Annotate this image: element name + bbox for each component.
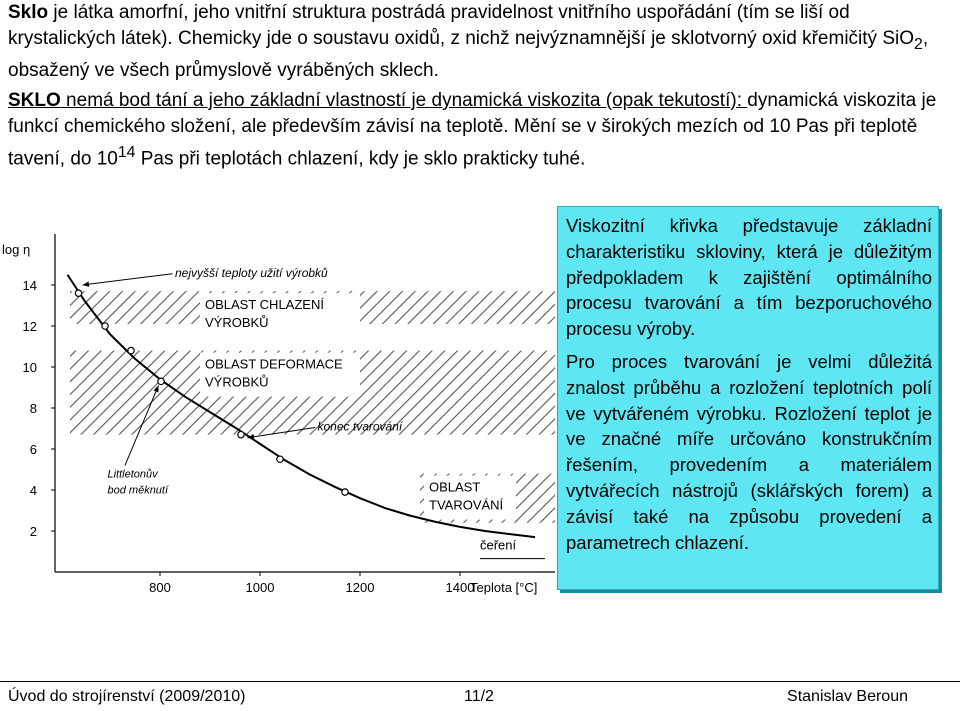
region-label-2: OBLAST DEFORMACE bbox=[205, 356, 343, 372]
footer-author: Stanislav Beroun bbox=[787, 688, 908, 705]
region-label-3: OBLAST bbox=[429, 479, 481, 495]
intro-tail: , obsažený ve všech průmyslově vyráběných sklech. bbox=[8, 28, 929, 81]
region-label-1: VÝROBKŮ bbox=[205, 315, 269, 331]
curve-marker bbox=[158, 378, 164, 384]
viscosity-tail: Pas při teplotách chlazení, kdy je sklo prakticky tuhé. bbox=[135, 148, 586, 170]
viscosity-text: dynamická viskozita je funkcí chemického složení, ale především závisí na teplotě. Mění se v širokých mezích od 10 Pas při teplotě tavení, do 10 bbox=[8, 90, 937, 170]
viscosity-underlined: nemá bod tání a jeho základní vlastností je dynamická viskozita (opak tekutostí): bbox=[60, 90, 748, 111]
y-tick-label: 6 bbox=[29, 442, 37, 457]
curve-marker bbox=[342, 489, 348, 495]
annotation-end-forming: konec tvarování bbox=[317, 419, 403, 434]
info-box bbox=[557, 206, 939, 590]
viscosity-chart bbox=[0, 222, 560, 622]
footer-page-number: 11/2 bbox=[464, 688, 494, 705]
y-tick-label: 10 bbox=[22, 360, 37, 375]
y-tick-label: 8 bbox=[29, 401, 37, 416]
curve-marker bbox=[102, 323, 108, 329]
region-label-2: VÝROBKŮ bbox=[205, 374, 269, 390]
viscosity-paragraph bbox=[8, 88, 958, 172]
intro-lead: Sklo bbox=[8, 2, 49, 23]
annotation-max-temp-arrow bbox=[83, 274, 173, 285]
footer-course: Úvod do strojírenství (2009/2010) bbox=[8, 688, 246, 705]
x-tick-label: 800 bbox=[149, 580, 171, 595]
y-tick-label: 12 bbox=[22, 319, 37, 334]
info-paragraph-1: Viskozitní křivka představuje základní charakteristiku skloviny, která je důležitým předpokladem k zajištění optimálního procesu tvarování a tím bezporuchového procesu výroby. bbox=[566, 215, 932, 340]
intro-subscript: 2 bbox=[914, 35, 923, 53]
intro-text: je látka amorfní, jeho vnitřní struktura postrádá pravidelnost vnitřního uspořádání (tím se liší od krystalických látek). Chemicky jde o soustavu oxidů, z nichž nejvýznamnější je sklotvorný oxid křemičitý SiO bbox=[8, 2, 914, 49]
annotation-max-temp-arrow-head bbox=[83, 281, 90, 286]
viscosity-superscript: 14 bbox=[117, 144, 136, 161]
x-tick-label: 1200 bbox=[345, 580, 375, 595]
intro-paragraph bbox=[8, 0, 958, 84]
annotation-littleton: Littletonův bbox=[107, 468, 158, 481]
y-tick-label: 14 bbox=[22, 278, 37, 293]
curve-marker bbox=[277, 456, 283, 462]
region-label-1: OBLAST CHLAZENÍ bbox=[205, 297, 324, 313]
curve-marker bbox=[128, 347, 134, 353]
y-axis-label: log η bbox=[2, 242, 31, 257]
curve-marker bbox=[238, 431, 244, 437]
annotation-max-temp: nejvyšší teploty užití výrobků bbox=[175, 265, 328, 280]
annotation-littleton: bod měknutí bbox=[107, 484, 169, 497]
x-tick-label: 1400 bbox=[445, 580, 475, 595]
footer-divider bbox=[0, 681, 960, 682]
region-label-3: TVAROVÁNÍ bbox=[429, 497, 504, 513]
viscosity-lead: SKLO bbox=[8, 90, 61, 111]
x-tick-label: 1000 bbox=[245, 580, 275, 595]
y-tick-label: 2 bbox=[29, 524, 37, 539]
y-tick-label: 4 bbox=[29, 483, 37, 498]
info-paragraph-2: Pro proces tvarování je velmi důležitá znalost průběhu a rozložení teplotních polí ve vytvářeném výrobku. Rozložení teplot je ve značné míře určováno konstrukčním řešením, provedením a materiálem vytvářecích nástrojů (sklářských forem) a závisí také na způsobu provedení a parametrech chlazení. bbox=[566, 350, 932, 553]
x-axis-label: Teplota [°C] bbox=[470, 580, 538, 595]
curve-marker bbox=[75, 290, 81, 296]
annotation-fining: čeření bbox=[480, 537, 517, 553]
